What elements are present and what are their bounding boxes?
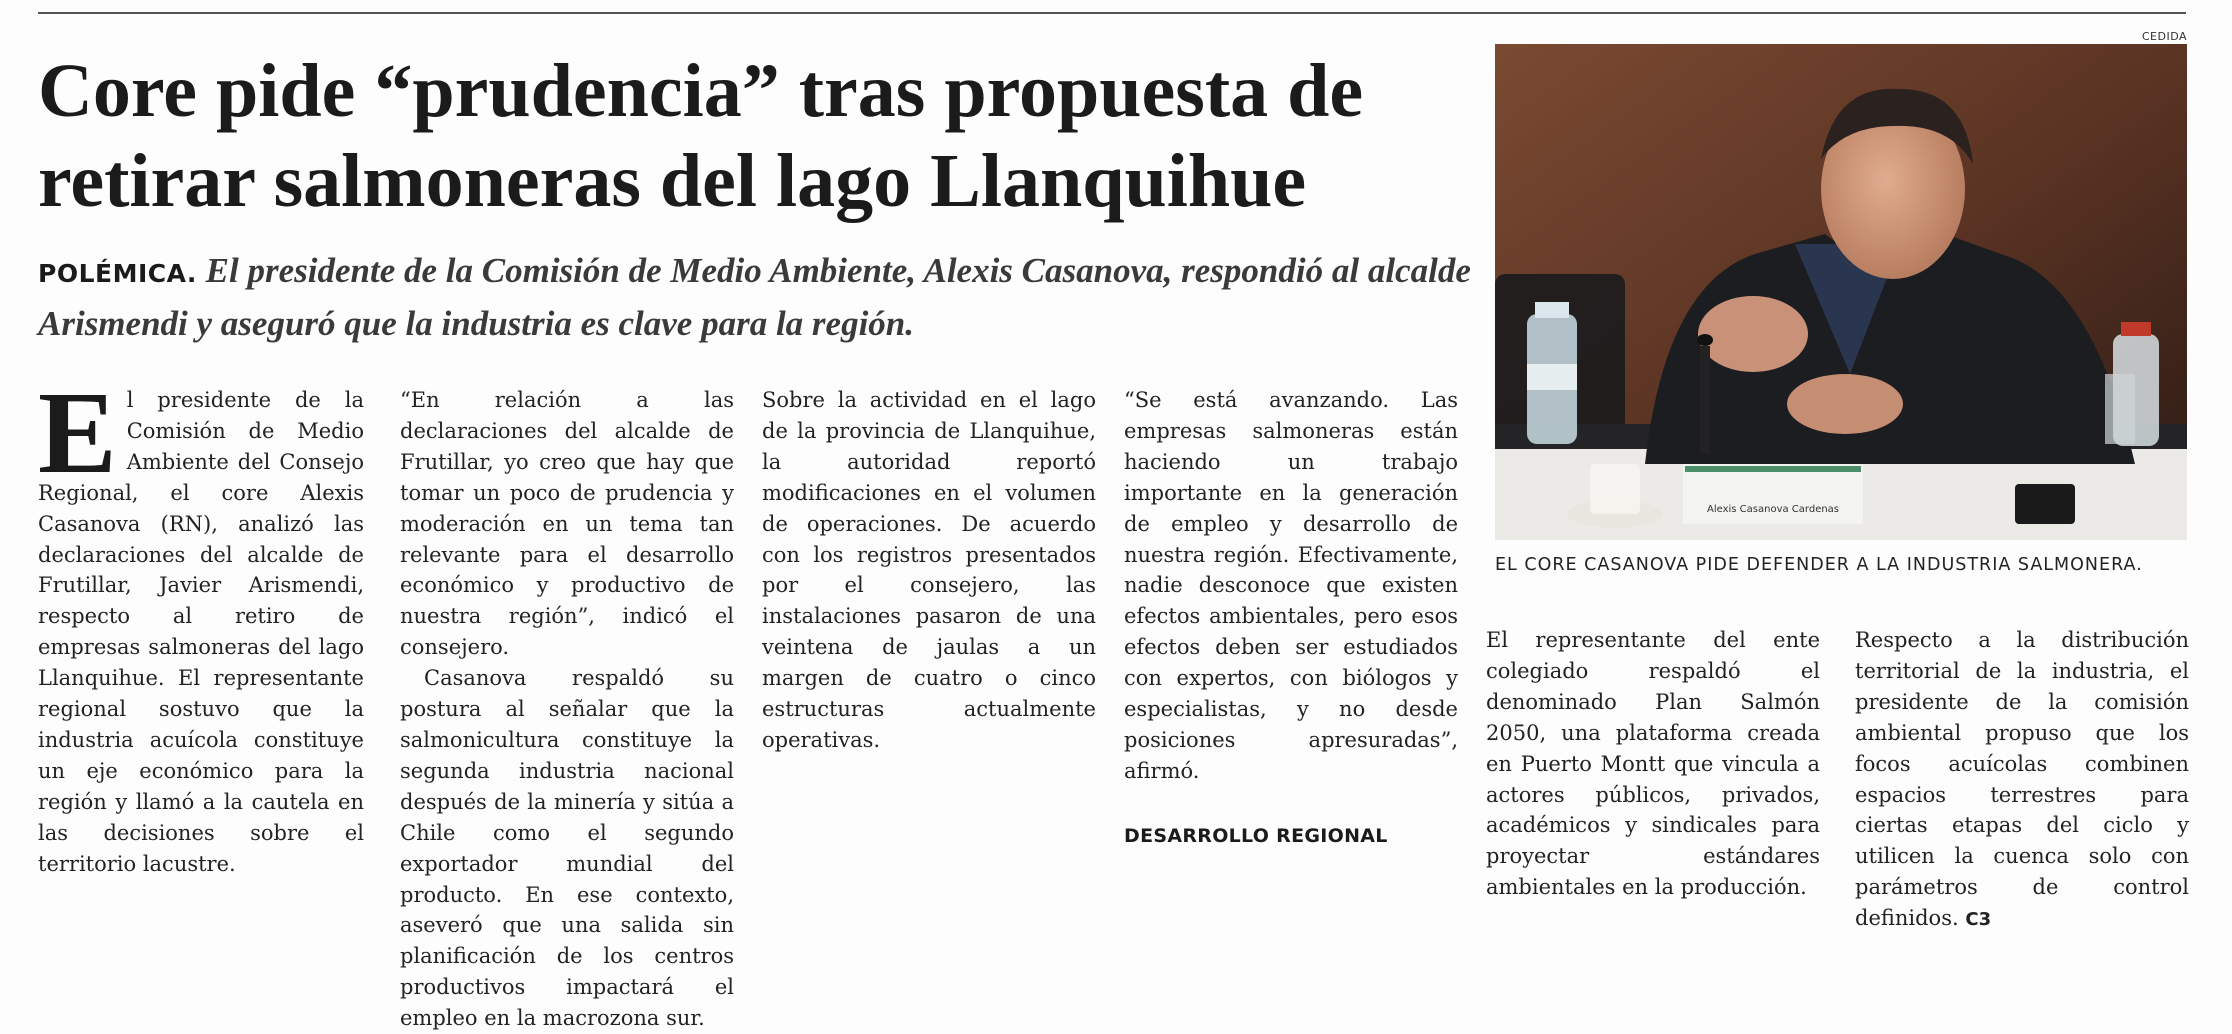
top-rule (38, 12, 2186, 14)
body-column-3 (762, 385, 1096, 756)
body-column-6 (1855, 625, 2189, 936)
article-photo (1495, 44, 2187, 540)
nameplate-text: Alexis Casanova Cardenas (1706, 504, 1840, 515)
photo-illustration (1495, 44, 2187, 540)
photo-caption: EL CORE CASANOVA PIDE DEFENDER A LA INDUSTRIA SALMONERA. (1495, 555, 2143, 575)
paragraph-7-text: Respecto a la distribución territorial de la industria, el presidente de la comisión ambiental propuso que los focos acuícolas combinen espacios terrestres para ciertas etapas del ciclo y utilicen la cuenca solo con parámetros de control definidos. (1855, 628, 2189, 931)
deck (38, 246, 1478, 349)
body-column-1 (38, 367, 364, 880)
deck-text: El presidente de la Comisión de Medio Ambiente, Alexis Casanova, respondió al alcalde Arismendi y aseguró que la industria es clave para la región. (38, 251, 1471, 343)
paragraph-6: El representante del ente colegiado respaldó el denominado Plan Salmón 2050, una plataforma creada en Puerto Montt que vincula a actores públicos, privados, académicos y sindicales para proyectar estándares ambientales en la producción. (1486, 628, 1820, 900)
subhead: DESARROLLO REGIONAL (1124, 824, 1388, 847)
drop-cap: E (38, 367, 117, 498)
body-column-2 (400, 385, 734, 1034)
paragraph-1-text: l presidente de la Comisión de Medio Ambiente del Consejo Regional, el core Alexis Casanova (RN), analizó las declaraciones del alcalde de Frutillar, Javier Arismendi, respecto al retiro de empresas salmoneras del lago Llanquihue. El representante regional sostuvo que la industria acuícola constituye un eje económico para la región y llamó a la cautela en las decisiones sobre el territorio lacustre. (38, 388, 364, 876)
paragraph-4: Sobre la actividad en el lago de la provincia de Llanquihue, la autoridad reportó modificaciones en el volumen de operaciones. De acuerdo con los registros presentados por el consejero, las instalaciones pasaron de una veintena de jaulas a un margen de cuatro o cinco estructuras actualmente operativas. (762, 388, 1096, 752)
body-column-5 (1486, 625, 1820, 903)
photo-credit: CEDIDA (2141, 30, 2187, 43)
paragraph-1 (38, 367, 364, 880)
kicker: POLÉMICA. (38, 259, 197, 288)
headline: Core pide “prudencia” tras propuesta de retirar salmoneras del lago Llanquihue (38, 49, 1364, 223)
body-column-4 (1124, 385, 1458, 854)
paragraph-3: Casanova respaldó su postura al señalar que la salmonicultura constituye la segunda industria nacional después de la minería y sitúa a Chile como el segundo exportador mundial del producto. En ese contexto, aseveró que una salida sin planificación de los centros productivos impactará el empleo en la macrozona sur. (400, 666, 734, 1031)
end-mark: C3 (1965, 909, 1992, 931)
paragraph-7 (1855, 625, 2189, 936)
paragraph-5: “Se está avanzando. Las empresas salmoneras están haciendo un trabajo importante en la generación de empleo y desarrollo de nuestra región. Efectivamente, nadie desconoce que existen efectos ambientales, pero esos efectos deben ser estudiados con expertos, con biólogos y especialistas, y no desde posiciones apresuradas”, afirmó. (1124, 388, 1458, 783)
paragraph-2: “En relación a las declaraciones del alcalde de Frutillar, yo creo que hay que tomar un poco de prudencia y moderación en un tema tan relevante para el desarrollo económico y productivo de nuestra región”, indicó el consejero. (400, 388, 734, 660)
